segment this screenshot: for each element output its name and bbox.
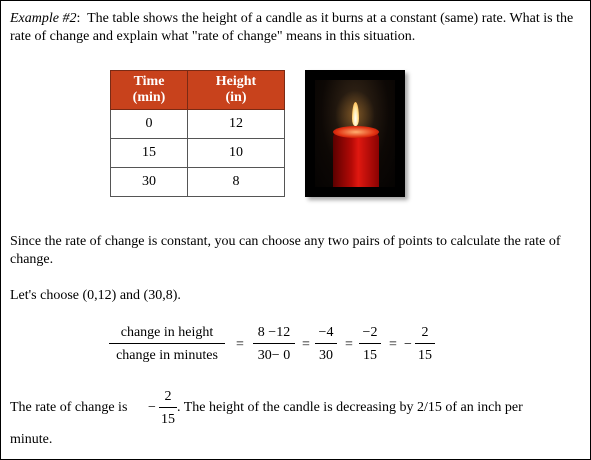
conclusion-fraction: 2 15 [161, 389, 175, 427]
problem-text: The table shows the height of a candle as it burns at a constant (same) rate. What is the rate of change and explain what "rate of change" means in this situation. [10, 11, 574, 44]
explanation-text: Since the rate of change is constant, you can choose any two pairs of points to calculate the rate of change. [10, 234, 561, 267]
table-cell: 30 [111, 168, 188, 197]
candle-body [333, 132, 379, 187]
candle-top [333, 126, 379, 138]
problem-statement: Example #2: The table shows the height of a candle as it burns at a constant (same) rate. What is the rate of change and explain what "rate of change" means in this situation. [10, 11, 574, 44]
equals-sign: = [389, 337, 397, 352]
fraction-result: 2 15 [415, 323, 435, 364]
table-row [111, 139, 285, 168]
equals-sign: = [302, 337, 310, 352]
candle-photo-inner [315, 80, 395, 187]
conclusion-last-line: minute. [10, 432, 53, 447]
table-header-row [111, 71, 285, 110]
table-cell: 12 [188, 110, 285, 139]
equals-sign: = [236, 337, 244, 352]
table-cell: 0 [111, 110, 188, 139]
table-cell: 10 [188, 139, 285, 168]
fraction-words: change in height change in minutes [109, 323, 225, 364]
minus-sign: − [404, 337, 412, 352]
conclusion-before: The rate of change is [10, 400, 128, 415]
table-cell: 8 [188, 168, 285, 197]
header-time: Time (min) [111, 71, 188, 110]
conclusion-minus: − [148, 400, 156, 415]
equals-sign: = [345, 337, 353, 352]
example-label: Example #2 [10, 11, 77, 26]
header-height: Height (in) [188, 71, 285, 110]
candle-photo [305, 70, 405, 197]
fraction-step-2: −2 15 [359, 323, 381, 364]
conclusion-after: . The height of the candle is decreasing by 2/15 of an inch per [177, 400, 523, 415]
fraction-substitution: 8 −12 30− 0 [253, 323, 295, 364]
table-cell: 15 [111, 139, 188, 168]
rate-equation [1, 323, 590, 369]
table-row [111, 110, 285, 139]
choose-points-text: Let's choose (0,12) and (30,8). [10, 288, 181, 303]
fraction-step-1: −4 30 [315, 323, 337, 364]
candle-data-table [110, 70, 285, 197]
table-row [111, 168, 285, 197]
